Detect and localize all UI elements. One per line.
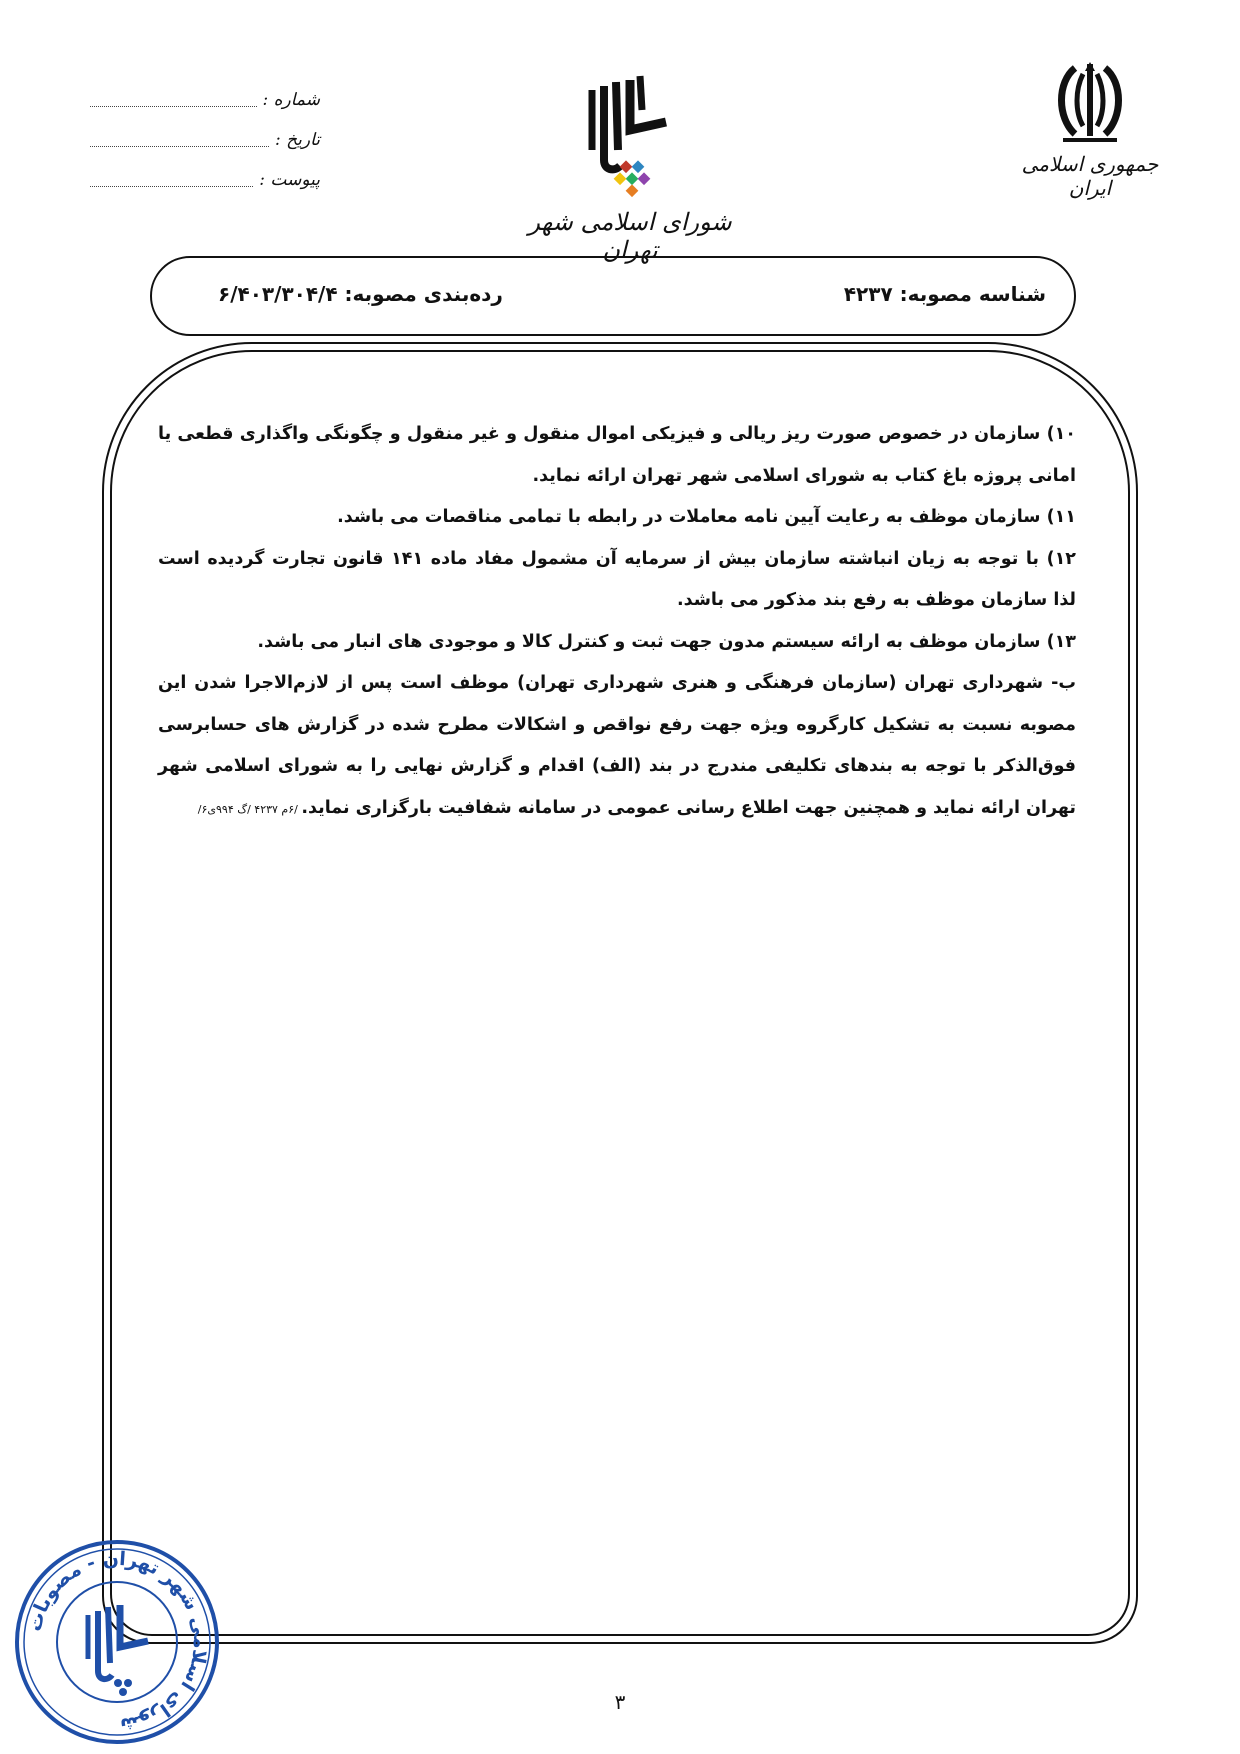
meta-row-number [90, 80, 320, 120]
clause-b [158, 663, 1076, 830]
reference-code: /۶م ۴۲۳۷ /گ ۹۹۴ی۶/ [197, 802, 302, 816]
letter-meta-fields [90, 80, 320, 200]
meta-label-date: تاریخ : [275, 130, 320, 150]
council-logo-icon [570, 70, 690, 200]
council-seal-stamp [10, 1535, 225, 1750]
clause-13: ۱۳) سازمان موظف به ارائه سیستم مدون جهت ثبت و کنترل کالا و موجودی های انبار می باشد. [257, 631, 1076, 652]
clause-b-label: ب- [1051, 673, 1076, 693]
council-logo-block [520, 70, 740, 264]
resolution-classification: رده‌بندی مصوبه: ۶/۴۰۳/۳۰۴/۴ [218, 282, 503, 306]
meta-row-attachment [90, 160, 320, 200]
meta-label-number: شماره : [262, 90, 320, 110]
clause-10: ۱۰) سازمان در خصوص صورت ریز ریالی و فیزیکی اموال منقول و غیر منقول و چگونگی واگذاری قطعی یا امانی پروژه باغ کتاب به شورای اسلامی شهر تهران ارائه نماید. [158, 424, 1076, 486]
meta-row-date [90, 120, 320, 160]
page-number: ۳ [614, 1690, 626, 1714]
iran-emblem-icon [1053, 60, 1127, 144]
resolution-id: شناسه مصوبه: ۴۲۳۷ [843, 282, 1046, 306]
meta-dotted-line [90, 134, 269, 147]
clause-12: ۱۲) با توجه به زیان انباشته سازمان بیش از سرمایه آن مشمول مفاد ماده ۱۴۱ قانون تجارت گردیده است لذا سازمان موظف به رفع بند مذکور می باشد. [158, 548, 1076, 610]
council-name: شورای اسلامی شهر تهران [528, 208, 732, 264]
svg-text:شورای اسلامی شهر تهران - مصوبا: شورای اسلامی شهر تهران - مصوبات [23, 1547, 212, 1737]
clause-11: ۱۱) سازمان موظف به رعایت آیین نامه معاملات در رابطه با تمامی مناقصات می باشد. [337, 507, 1076, 527]
meta-dotted-line [90, 94, 257, 107]
meta-dotted-line [90, 174, 253, 187]
emblem-caption: جمهوری اسلامی ایران [1021, 152, 1159, 200]
resolution-body [158, 414, 1076, 830]
clause-b-text: شهرداری تهران (سازمان فرهنگی و هنری شهرداری تهران) موظف است پس از لازم‌الاجرا شدن این مصوبه نسبت به تشکیل کارگروه ویژه جهت رفع نواقص و اشکالات مطرح شده در گزارش های حسابرسی فوق‌الذکر با توجه به بندهای تکلیفی مندرج در بند (الف) اقدام و گزارش نهایی را به شورای اسلامی شهر تهران ارائه نماید و همچنین جهت اطلاع رسانی عمومی در سامانه شفافیت بارگزاری نماید. [158, 673, 1076, 818]
meta-label-attachment: پیوست : [259, 170, 320, 190]
resolution-id-box [150, 256, 1076, 336]
iran-emblem-block [1000, 60, 1180, 210]
